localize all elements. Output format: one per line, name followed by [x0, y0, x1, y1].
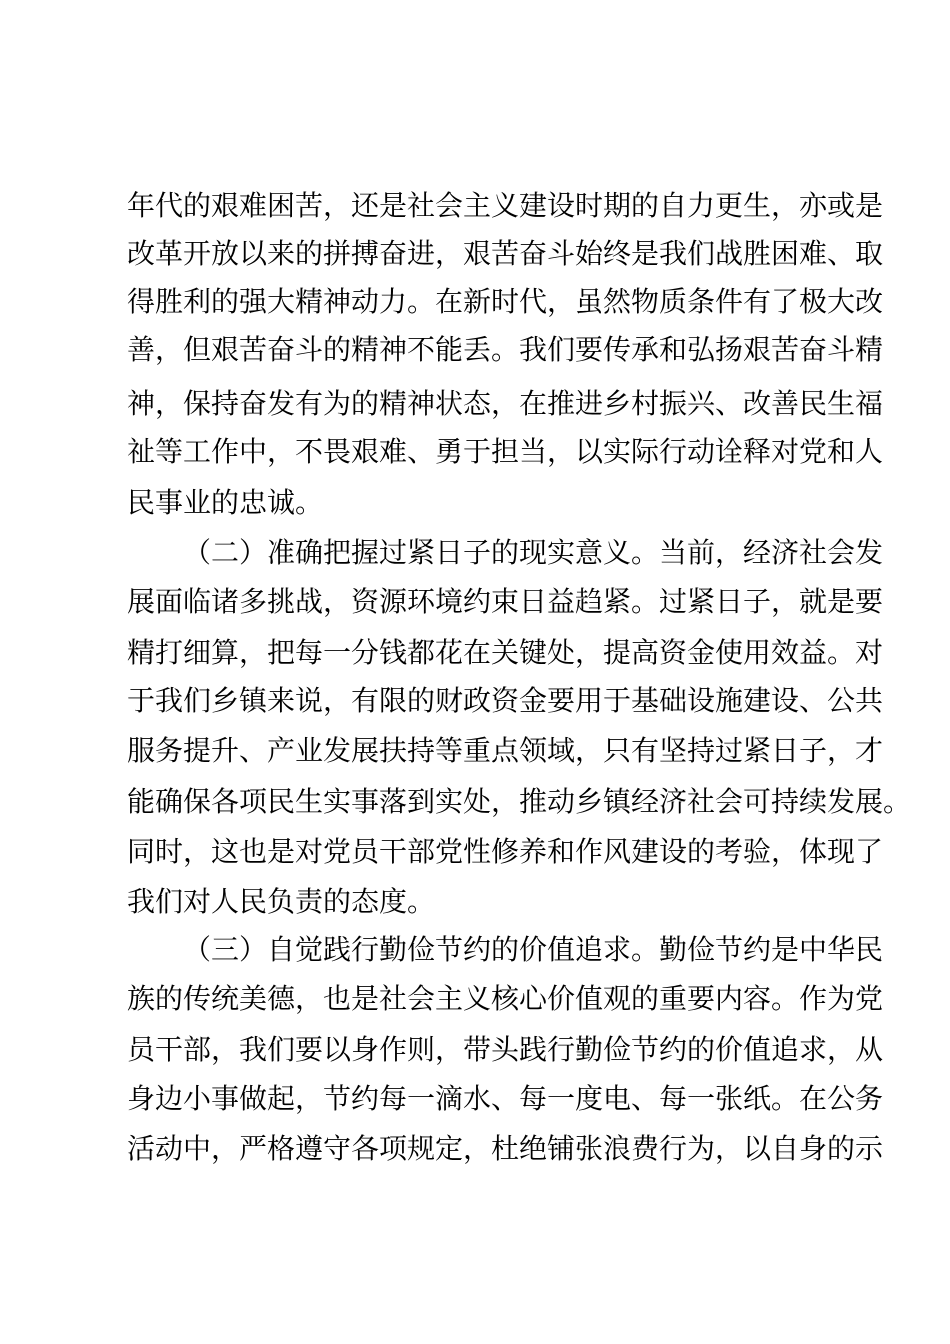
text-line: 族的传统美德，也是社会主义核心价值观的重要内容。作为党: [127, 982, 884, 1015]
text-line: 活动中，严格遵守各项规定，杜绝铺张浪费行为，以自身的示: [127, 1132, 884, 1165]
text-line: 神，保持奋发有为的精神状态，在推进乡村振兴、改善民生福: [127, 387, 884, 420]
text-line: 民事业的忠诚。: [127, 486, 324, 519]
text-line: 得胜利的强大精神动力。在新时代，虽然物质条件有了极大改: [127, 285, 884, 318]
section-heading-line: （三）自觉践行勤俭节约的价值追求。勤俭节约是中华民: [183, 933, 884, 966]
text-line: 祉等工作中，不畏艰难、勇于担当，以实际行动诠释对党和人: [127, 435, 884, 468]
text-line: 能确保各项民生实事落到实处，推动乡镇经济社会可持续发展。: [127, 785, 912, 818]
text-line: 展面临诸多挑战，资源环境约束日益趋紧。过紧日子，就是要: [127, 585, 884, 618]
text-line: 我们对人民负责的态度。: [127, 885, 436, 918]
text-line: 于我们乡镇来说，有限的财政资金要用于基础设施建设、公共: [127, 684, 884, 717]
text-line: 精打细算，把每一分钱都花在关键处，提高资金使用效益。对: [127, 636, 884, 669]
text-line: 服务提升、产业发展扶持等重点领域，只有坚持过紧日子，才: [127, 734, 884, 767]
section-heading-line: （二）准确把握过紧日子的现实意义。当前，经济社会发: [183, 536, 884, 569]
text-line: 改革开放以来的拼搏奋进，艰苦奋斗始终是我们战胜困难、取: [127, 237, 884, 270]
text-line: 善，但艰苦奋斗的精神不能丢。我们要传承和弘扬艰苦奋斗精: [127, 333, 884, 366]
text-line: 年代的艰难困苦，还是社会主义建设时期的自力更生，亦或是: [127, 189, 884, 222]
text-line: 同时，这也是对党员干部党性修养和作风建设的考验，体现了: [127, 835, 884, 868]
text-line: 身边小事做起，节约每一滴水、每一度电、每一张纸。在公务: [127, 1082, 884, 1115]
text-line: 员干部，我们要以身作则，带头践行勤俭节约的价值追求，从: [127, 1033, 884, 1066]
